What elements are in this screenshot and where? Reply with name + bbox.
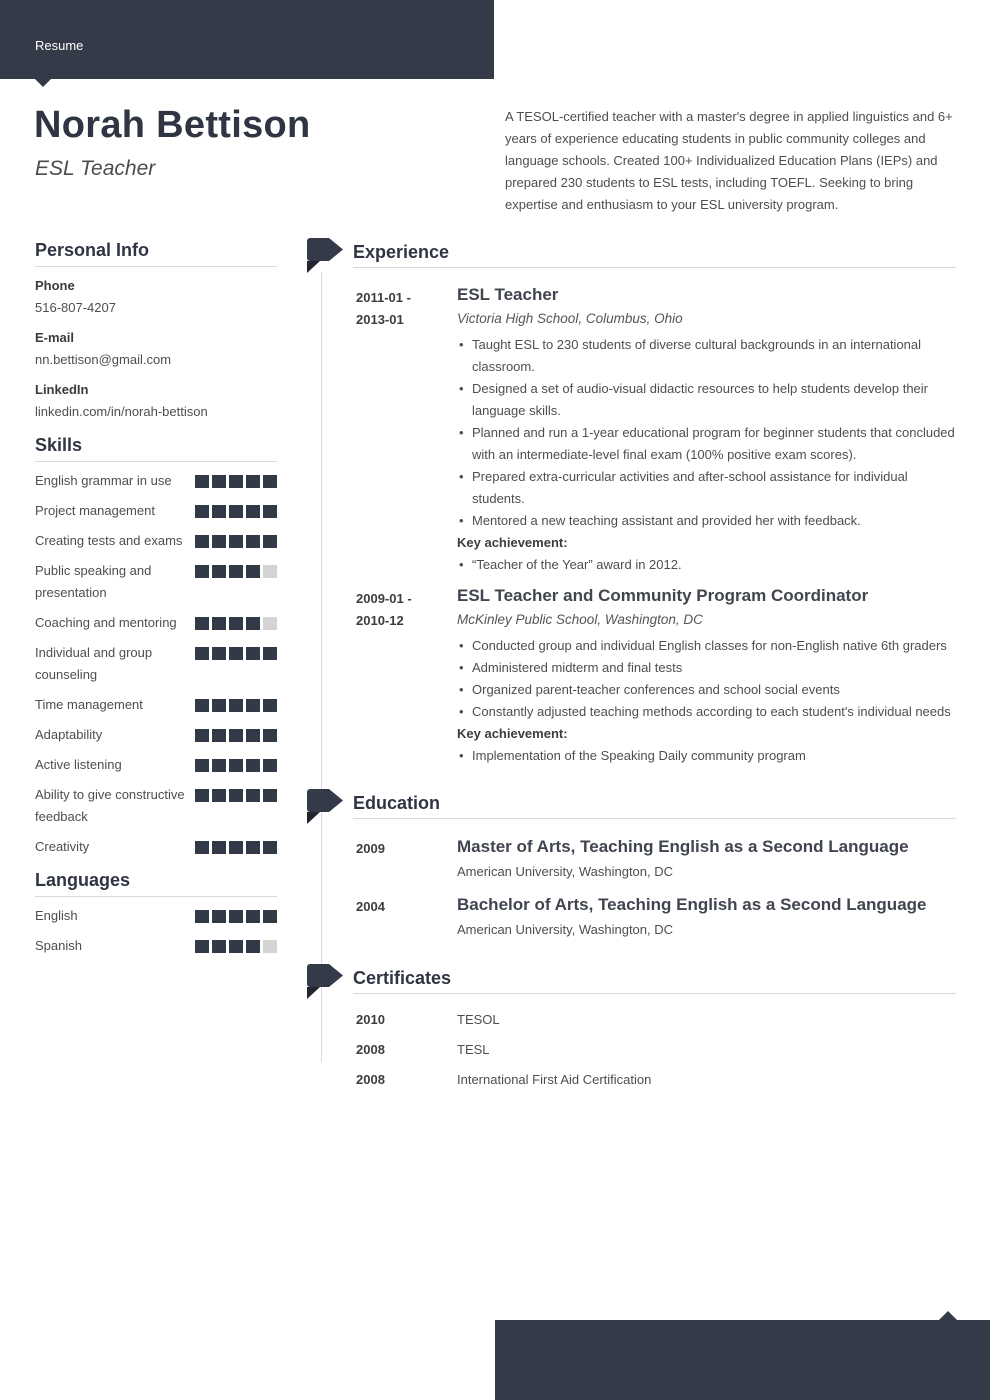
certificate-name: International First Aid Certification bbox=[457, 1072, 652, 1087]
skill-row bbox=[35, 836, 277, 858]
rating-square-empty bbox=[263, 565, 277, 578]
bullet-text: Prepared extra-curricular activities and after-school assistance for individual students. bbox=[472, 469, 908, 506]
skill-rating bbox=[195, 836, 277, 854]
language-row bbox=[35, 935, 277, 957]
key-achievement-label: Key achievement: bbox=[457, 726, 568, 741]
rating-square-filled bbox=[212, 475, 226, 488]
skill-label: Adaptability bbox=[35, 727, 103, 742]
skill-label: Time management bbox=[35, 697, 143, 712]
bullet-item bbox=[457, 466, 956, 510]
rating-square-filled bbox=[229, 910, 243, 923]
contact-value: 516-807-4207 bbox=[35, 300, 116, 315]
rating-square-filled bbox=[195, 617, 209, 630]
education-entry bbox=[356, 892, 956, 942]
skills-list bbox=[35, 470, 277, 858]
personal-info-section bbox=[35, 240, 277, 423]
skill-label: Coaching and mentoring bbox=[35, 615, 177, 630]
entry-date-start: 2009-01 - bbox=[356, 591, 412, 606]
skill-label: Individual and group counseling bbox=[35, 645, 153, 682]
bullet-text: Mentored a new teaching assistant and provided her with feedback. bbox=[472, 513, 861, 528]
rating-square-filled bbox=[263, 910, 277, 923]
bullet-text: Taught ESL to 230 students of diverse cultural backgrounds in an international classroom. bbox=[472, 337, 922, 374]
rating-square-filled bbox=[246, 647, 260, 660]
rating-square-filled bbox=[246, 789, 260, 802]
education-content bbox=[457, 892, 956, 942]
rating-square-filled bbox=[195, 759, 209, 772]
experience-entry bbox=[356, 283, 956, 576]
rating-square-filled bbox=[229, 505, 243, 518]
rating-square-filled bbox=[263, 647, 277, 660]
skill-row bbox=[35, 724, 277, 746]
rating-square-filled bbox=[246, 617, 260, 630]
contact-item bbox=[35, 327, 277, 371]
education-year: 2004 bbox=[356, 899, 385, 914]
key-achievement-text: “Teacher of the Year” award in 2012. bbox=[472, 557, 682, 572]
certificates-title: Certificates bbox=[353, 960, 956, 994]
contact-label: LinkedIn bbox=[35, 382, 89, 397]
footer-bar bbox=[495, 1320, 990, 1400]
rating-square-filled bbox=[246, 505, 260, 518]
skill-row bbox=[35, 612, 277, 634]
skills-section bbox=[35, 435, 277, 858]
rating-square-filled bbox=[263, 729, 277, 742]
rating-square-filled bbox=[195, 699, 209, 712]
bullet-item bbox=[457, 334, 956, 378]
entry-bullet-list bbox=[457, 635, 956, 723]
languages-heading: Languages bbox=[35, 870, 277, 897]
rating-square-filled bbox=[263, 699, 277, 712]
contact-label: E-mail bbox=[35, 330, 75, 345]
entry-date-end: 2010-12 bbox=[356, 613, 404, 628]
skill-label: Creativity bbox=[35, 839, 90, 854]
education-entries bbox=[307, 834, 956, 942]
rating-square-filled bbox=[195, 647, 209, 660]
header-bar bbox=[0, 0, 494, 79]
language-rating bbox=[195, 935, 277, 953]
contact-value: linkedin.com/in/norah-bettison bbox=[35, 404, 208, 419]
rating-square-filled bbox=[229, 699, 243, 712]
skill-label: Public speaking and presentation bbox=[35, 563, 152, 600]
skill-rating bbox=[195, 642, 277, 660]
skill-row bbox=[35, 642, 277, 686]
certificate-entry bbox=[356, 1069, 956, 1091]
skill-row bbox=[35, 470, 277, 492]
entry-dates bbox=[356, 283, 457, 576]
section-marker-icon bbox=[307, 789, 344, 824]
rating-square-filled bbox=[212, 841, 226, 854]
experience-title: Experience bbox=[353, 234, 956, 268]
rating-square-filled bbox=[195, 535, 209, 548]
candidate-job-title: ESL Teacher bbox=[35, 157, 156, 180]
rating-square-filled bbox=[195, 505, 209, 518]
entry-organization: McKinley Public School, Washington, DC bbox=[457, 612, 703, 627]
key-achievement-label: Key achievement: bbox=[457, 535, 568, 550]
rating-square-filled bbox=[229, 647, 243, 660]
bullet-text: Constantly adjusted teaching methods according to each student's individual needs bbox=[472, 704, 951, 719]
section-marker-icon bbox=[307, 238, 344, 273]
skill-rating bbox=[195, 560, 277, 578]
education-degree: Bachelor of Arts, Teaching English as a Second Language bbox=[457, 895, 927, 914]
entry-dates bbox=[356, 584, 457, 767]
bullet-text: Organized parent-teacher conferences and school social events bbox=[472, 682, 840, 697]
main-column bbox=[307, 234, 956, 1099]
sidebar bbox=[35, 240, 277, 969]
language-row bbox=[35, 905, 277, 927]
bullet-item bbox=[457, 510, 956, 532]
entry-date-end: 2013-01 bbox=[356, 312, 404, 327]
rating-square-filled bbox=[246, 940, 260, 953]
certificate-year: 2008 bbox=[356, 1072, 385, 1087]
bullet-text: Conducted group and individual English classes for non-English native 6th graders bbox=[472, 638, 947, 653]
rating-square-filled bbox=[263, 789, 277, 802]
rating-square-filled bbox=[229, 565, 243, 578]
rating-square-filled bbox=[229, 841, 243, 854]
bullet-item bbox=[457, 422, 956, 466]
education-school: American University, Washington, DC bbox=[457, 922, 674, 937]
rating-square-filled bbox=[246, 565, 260, 578]
rating-square-filled bbox=[263, 475, 277, 488]
entry-job-title: ESL Teacher and Community Program Coordinator bbox=[457, 586, 869, 605]
key-achievement-item bbox=[457, 745, 956, 767]
certificates-section bbox=[307, 960, 956, 1091]
experience-entries bbox=[307, 283, 956, 767]
rating-square-filled bbox=[263, 841, 277, 854]
rating-square-filled bbox=[246, 535, 260, 548]
rating-square-filled bbox=[229, 617, 243, 630]
education-year: 2009 bbox=[356, 841, 385, 856]
personal-info-heading: Personal Info bbox=[35, 240, 277, 267]
bullet-item bbox=[457, 378, 956, 422]
education-header bbox=[307, 785, 956, 819]
key-achievement-list bbox=[457, 554, 956, 576]
skill-row bbox=[35, 694, 277, 716]
key-achievement-list bbox=[457, 745, 956, 767]
skill-row bbox=[35, 754, 277, 776]
bullet-item bbox=[457, 635, 956, 657]
rating-square-filled bbox=[229, 729, 243, 742]
experience-header bbox=[307, 234, 956, 268]
language-rating bbox=[195, 905, 277, 923]
contact-item bbox=[35, 275, 277, 319]
rating-square-filled bbox=[263, 535, 277, 548]
header-notch bbox=[35, 79, 51, 87]
skill-rating bbox=[195, 694, 277, 712]
rating-square-filled bbox=[212, 910, 226, 923]
skill-row bbox=[35, 530, 277, 552]
bullet-item bbox=[457, 701, 956, 723]
language-label: Spanish bbox=[35, 938, 82, 953]
education-title: Education bbox=[353, 785, 956, 819]
language-label: English bbox=[35, 908, 78, 923]
rating-square-filled bbox=[212, 617, 226, 630]
rating-square-filled bbox=[246, 729, 260, 742]
rating-square-filled bbox=[229, 940, 243, 953]
contact-value: nn.bettison@gmail.com bbox=[35, 352, 172, 367]
skill-label: Active listening bbox=[35, 757, 122, 772]
skill-row bbox=[35, 784, 277, 828]
education-entry bbox=[356, 834, 956, 884]
certificate-entry bbox=[356, 1009, 956, 1031]
skill-row bbox=[35, 500, 277, 522]
skill-rating bbox=[195, 612, 277, 630]
rating-square-filled bbox=[195, 565, 209, 578]
experience-entry bbox=[356, 584, 956, 767]
rating-square-filled bbox=[195, 789, 209, 802]
certificate-name: TESL bbox=[457, 1042, 490, 1057]
bullet-text: Planned and run a 1-year educational program for beginner students that concluded with an intermediate-level final exam (100% positive exam scores). bbox=[472, 425, 955, 462]
skill-rating bbox=[195, 500, 277, 518]
education-content bbox=[457, 834, 956, 884]
contact-label: Phone bbox=[35, 278, 75, 293]
languages-list bbox=[35, 905, 277, 957]
rating-square-filled bbox=[212, 505, 226, 518]
rating-square-filled bbox=[212, 789, 226, 802]
rating-square-filled bbox=[195, 910, 209, 923]
education-school: American University, Washington, DC bbox=[457, 864, 674, 879]
skill-rating bbox=[195, 724, 277, 742]
key-achievement-text: Implementation of the Speaking Daily community program bbox=[472, 748, 806, 763]
rating-square-filled bbox=[246, 910, 260, 923]
contact-list bbox=[35, 275, 277, 423]
document-type-label: Resume bbox=[35, 38, 84, 53]
rating-square-filled bbox=[212, 647, 226, 660]
rating-square-empty bbox=[263, 940, 277, 953]
rating-square-filled bbox=[246, 759, 260, 772]
section-gap bbox=[307, 950, 956, 960]
rating-square-filled bbox=[263, 759, 277, 772]
skill-rating bbox=[195, 530, 277, 548]
rating-square-filled bbox=[246, 841, 260, 854]
entry-bullet-list bbox=[457, 334, 956, 532]
education-degree: Master of Arts, Teaching English as a Second Language bbox=[457, 837, 909, 856]
bullet-item bbox=[457, 657, 956, 679]
skill-label: Creating tests and exams bbox=[35, 533, 183, 548]
bullet-text: Administered midterm and final tests bbox=[472, 660, 683, 675]
skill-label: Ability to give constructive feedback bbox=[35, 787, 185, 824]
rating-square-filled bbox=[246, 475, 260, 488]
certificate-year: 2008 bbox=[356, 1042, 385, 1057]
rating-square-filled bbox=[212, 565, 226, 578]
entry-job-title: ESL Teacher bbox=[457, 285, 559, 304]
entry-date-start: 2011-01 - bbox=[356, 290, 411, 305]
skill-rating bbox=[195, 784, 277, 802]
languages-section bbox=[35, 870, 277, 957]
skill-label: Project management bbox=[35, 503, 155, 518]
skill-row bbox=[35, 560, 277, 604]
skill-rating bbox=[195, 754, 277, 772]
candidate-name: Norah Bettison bbox=[34, 104, 311, 146]
bullet-text: Designed a set of audio-visual didactic resources to help students develop their language skills. bbox=[472, 381, 928, 418]
rating-square-filled bbox=[195, 940, 209, 953]
key-achievement-item bbox=[457, 554, 956, 576]
skills-heading: Skills bbox=[35, 435, 277, 462]
rating-square-filled bbox=[212, 729, 226, 742]
rating-square-filled bbox=[229, 535, 243, 548]
experience-section bbox=[307, 234, 956, 767]
rating-square-filled bbox=[229, 475, 243, 488]
rating-square-filled bbox=[195, 841, 209, 854]
rating-square-filled bbox=[263, 505, 277, 518]
entry-content bbox=[457, 584, 956, 767]
certificates-header bbox=[307, 960, 956, 994]
skill-label: English grammar in use bbox=[35, 473, 172, 488]
education-section bbox=[307, 785, 956, 942]
rating-square-filled bbox=[212, 759, 226, 772]
rating-square-filled bbox=[195, 729, 209, 742]
entry-organization: Victoria High School, Columbus, Ohio bbox=[457, 311, 683, 326]
summary-text: A TESOL-certified teacher with a master's degree in applied linguistics and 6+ years of experience educating students in public community colleges and language schools. Created 100+ Individualized Education Plans (IEPs) and prepared 230 students to ESL tests, including TOEFL. Seeking to bring expertise and enthusiasm to your ESL university program. bbox=[505, 109, 953, 212]
entry-content bbox=[457, 283, 956, 576]
rating-square-filled bbox=[229, 789, 243, 802]
certificate-entry bbox=[356, 1039, 956, 1061]
certificate-entries bbox=[307, 1009, 956, 1091]
section-marker-icon bbox=[307, 964, 344, 999]
rating-square-filled bbox=[212, 940, 226, 953]
rating-square-filled bbox=[212, 535, 226, 548]
rating-square-filled bbox=[195, 475, 209, 488]
rating-square-filled bbox=[229, 759, 243, 772]
bullet-item bbox=[457, 679, 956, 701]
certificate-name: TESOL bbox=[457, 1012, 500, 1027]
rating-square-filled bbox=[212, 699, 226, 712]
contact-item bbox=[35, 379, 277, 423]
certificate-year: 2010 bbox=[356, 1012, 385, 1027]
rating-square-filled bbox=[246, 699, 260, 712]
section-gap bbox=[307, 775, 956, 785]
skill-rating bbox=[195, 470, 277, 488]
rating-square-empty bbox=[263, 617, 277, 630]
